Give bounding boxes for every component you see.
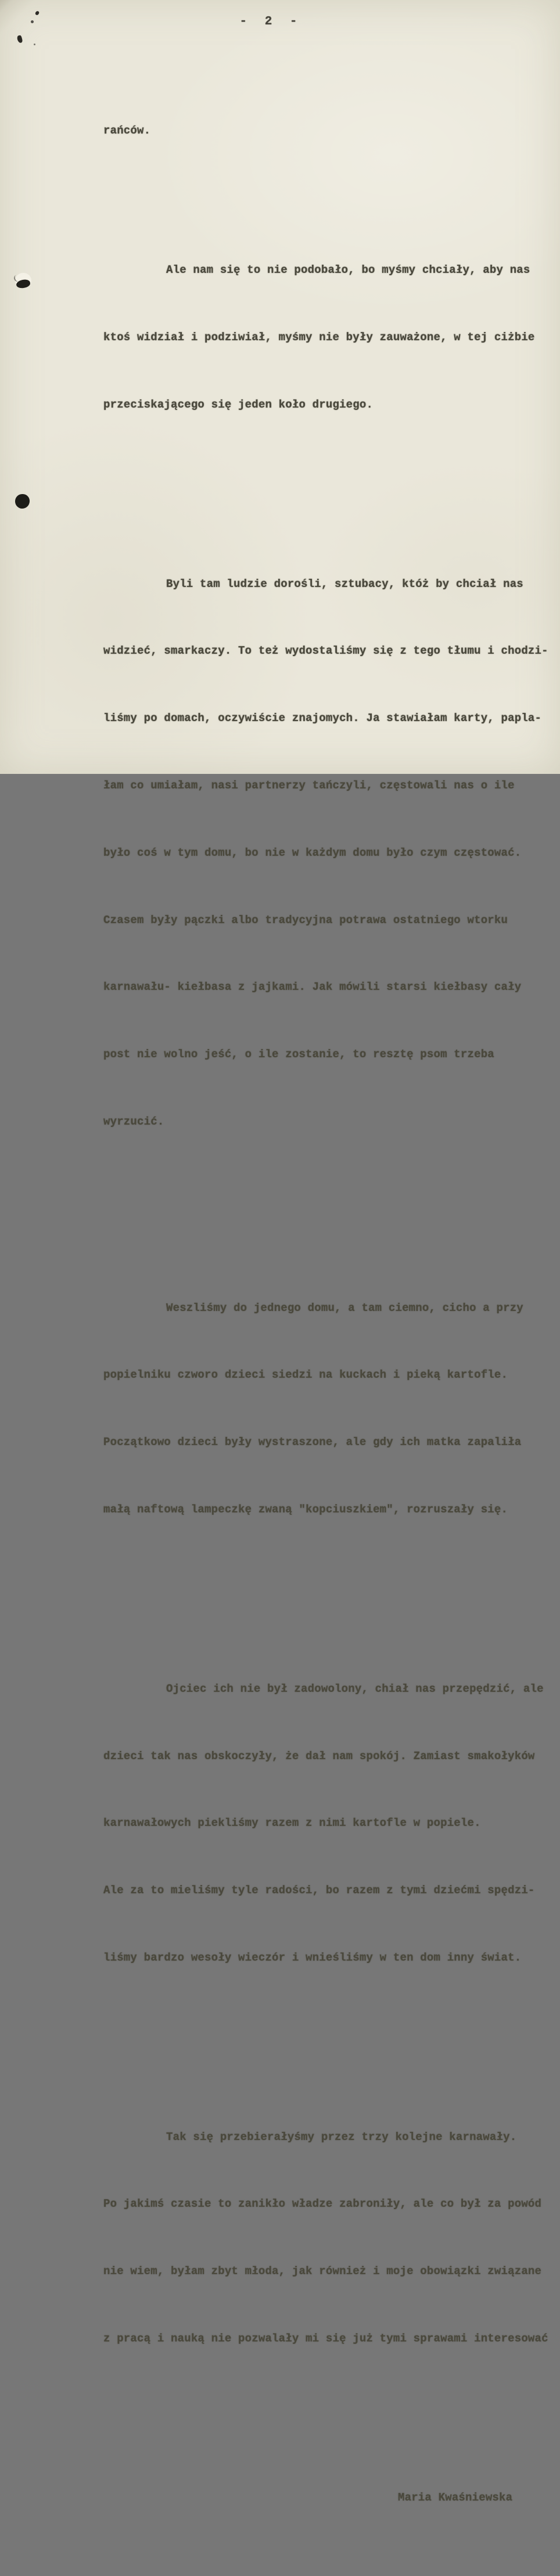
- text-line: łam co umiałam, nasi partnerzy tańczyli, częstowali nas o ile: [103, 779, 515, 792]
- text-line: widzieć, smarkaczy. To też wydostaliśmy się z tego tłumu i chodzi-: [103, 644, 548, 658]
- paragraph: [103, 528, 554, 1177]
- text-line: Ale nam się to nie podobało, bo myśmy chciały, aby nas: [166, 264, 530, 277]
- document-body: [103, 52, 554, 2576]
- text-line: wyrzucić.: [103, 1115, 164, 1128]
- text-line: liśmy bardzo wesoły wieczór i wnieśliśmy w ten dom inny świat.: [103, 1951, 522, 1964]
- text-line: popielniku czworo dzieci siedzi na kuckach i pieką kartofle.: [103, 1368, 508, 1382]
- ink-speck: [34, 44, 35, 45]
- text-line: Początkowo dzieci były wystraszone, ale gdy ich matka zapaliła: [103, 1436, 522, 1449]
- text-line: dzieci tak nas obskoczyły, że dał nam spokój. Zamiast smakołyków: [103, 1749, 535, 1763]
- paragraph: [103, 2081, 554, 2394]
- text-line: przeciskającego się jeden koło drugiego.: [103, 398, 374, 411]
- paragraph: [103, 1633, 554, 2014]
- ink-speck: [16, 35, 23, 44]
- text-line: Po jakimś czasie to zanikło władze zabroniły, ale co był za powód: [103, 2197, 542, 2211]
- text-line-continuation: rańców.: [103, 124, 151, 137]
- paragraph: [103, 1252, 554, 1565]
- text-line: Tak się przebierałyśmy przez trzy kolejne karnawały.: [166, 2130, 517, 2143]
- text-line: Weszliśmy do jednego domu, a tam ciemno, cicho a przy: [166, 1301, 523, 1314]
- text-line: karnawałowych piekliśmy razem z nimi kartofle w popiele.: [103, 1817, 481, 1830]
- text-line: było coś w tym domu, bo nie w każdym domu było czym częstować.: [103, 846, 522, 859]
- text-line: karnawału- kiełbasa z jajkami. Jak mówili starsi kiełbasy cały: [103, 981, 522, 994]
- text-line: Czasem były pączki albo tradycyjna potrawa ostatniego wtorku: [103, 913, 508, 927]
- paragraph: [103, 214, 554, 461]
- text-line: post nie wolno jeść, o ile zostanie, to resztę psom trzeba: [103, 1048, 494, 1061]
- signature: Maria Kwaśniewska: [398, 2491, 513, 2504]
- text-line: małą naftową lampeczkę zwaną "kopciuszkiem", rozruszały się.: [103, 1503, 508, 1516]
- text-line: Ojciec ich nie był zadowolony, chiał nas przepędzić, ale: [166, 1682, 544, 1695]
- text-line: nie wiem, byłam zbyt młoda, jak również i moje obowiązki związane: [103, 2265, 542, 2278]
- page-number: - 2 -: [239, 15, 297, 28]
- hole-punch-dot: [15, 494, 30, 509]
- text-line: Byli tam ludzie dorośli, sztubacy, któż by chciał nas: [166, 577, 523, 590]
- text-line: Ale za to mieliśmy tyle radości, bo razem z tymi dziećmi spędzi-: [103, 1884, 535, 1897]
- text-line: ktoś widział i podziwiał, myśmy nie były zauważone, w tej ciżbie: [103, 331, 535, 344]
- text-line: liśmy po domach, oczywiście znajomych. Ja stawiałam karty, papla-: [103, 712, 542, 725]
- text-line: z pracą i nauką nie pozwalały mi się już tymi sprawami interesować: [103, 2332, 548, 2345]
